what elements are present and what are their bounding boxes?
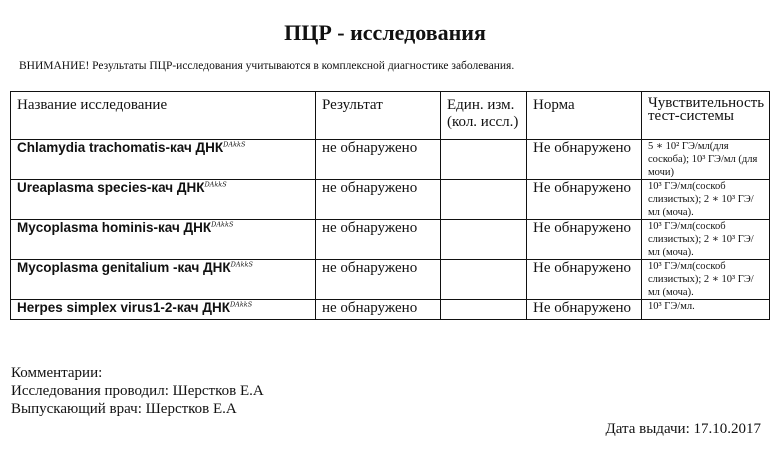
test-result: не обнаружено xyxy=(316,300,441,320)
performed-by: Исследования проводил: Шерстков Е.А xyxy=(11,383,264,399)
test-unit xyxy=(441,180,527,220)
comments-label: Комментарии: xyxy=(11,365,103,381)
table-row xyxy=(11,220,770,260)
test-name-text: Mycoplasma genitalium -кач ДНК xyxy=(17,260,231,275)
page-title: ПЦР - исследования xyxy=(284,20,486,45)
test-sensitivity: 10³ ГЭ/мл. xyxy=(642,300,770,320)
test-result: не обнаружено xyxy=(316,260,441,300)
test-norm: Не обнаружено xyxy=(527,260,642,300)
test-sensitivity: 10³ ГЭ/мл(соскоб слизистых); 2 ∗ 10³ ГЭ/мл (моча). xyxy=(642,260,770,300)
table-row xyxy=(11,140,770,180)
test-name-text: Herpes simplex virus1-2-кач ДНК xyxy=(17,300,230,315)
test-result: не обнаружено xyxy=(316,220,441,260)
test-name xyxy=(11,260,316,300)
test-norm: Не обнаружено xyxy=(527,140,642,180)
table-row xyxy=(11,180,770,220)
test-sensitivity: 10³ ГЭ/мл(соскоб слизистых); 2 ∗ 10³ ГЭ/мл (моча). xyxy=(642,180,770,220)
issue-date: Дата выдачи: 17.10.2017 xyxy=(605,421,761,437)
test-unit xyxy=(441,220,527,260)
header-norm: Норма xyxy=(527,92,642,140)
test-name-text: Ureaplasma species-кач ДНК xyxy=(17,180,205,195)
issuing-doctor: Выпускающий врач: Шерстков Е.А xyxy=(11,401,237,417)
results-table xyxy=(10,91,770,320)
test-unit xyxy=(441,260,527,300)
test-name-text: Mycoplasma hominis-кач ДНК xyxy=(17,220,212,235)
test-unit xyxy=(441,300,527,320)
accreditation-mark: DAkkS xyxy=(204,180,227,189)
test-name xyxy=(11,180,316,220)
header-unit: Един. изм. (кол. иссл.) xyxy=(441,92,527,140)
test-result: не обнаружено xyxy=(316,180,441,220)
test-name xyxy=(11,300,316,320)
notice-text: ВНИМАНИЕ! Результаты ПЦР-исследования учитываются в комплексной диагностике заболевания. xyxy=(19,60,515,72)
accreditation-mark: DAkkS xyxy=(229,300,253,309)
table-header-row xyxy=(11,92,770,140)
header-sensitivity: Чувствительность тест-системы xyxy=(642,92,770,140)
test-norm: Не обнаружено xyxy=(527,180,642,220)
accreditation-mark: DAkkS xyxy=(230,260,253,269)
table-row xyxy=(11,300,770,320)
test-sensitivity: 5 ∗ 10² ГЭ/мл(для соскоба); 10³ ГЭ/мл (для мочи) xyxy=(642,140,770,180)
test-norm: Не обнаружено xyxy=(527,220,642,260)
test-name-text: Chlamydia trachomatis-кач ДНК xyxy=(17,140,224,155)
header-name: Название исследование xyxy=(11,92,316,140)
test-norm: Не обнаружено xyxy=(527,300,642,320)
test-name xyxy=(11,140,316,180)
test-unit xyxy=(441,140,527,180)
header-result: Результат xyxy=(316,92,441,140)
accreditation-mark: DAkkS xyxy=(211,220,234,229)
accreditation-mark: DAkkS xyxy=(223,140,246,149)
test-name xyxy=(11,220,316,260)
test-sensitivity: 10³ ГЭ/мл(соскоб слизистых); 2 ∗ 10³ ГЭ/мл (моча). xyxy=(642,220,770,260)
table-row xyxy=(11,260,770,300)
test-result: не обнаружено xyxy=(316,140,441,180)
